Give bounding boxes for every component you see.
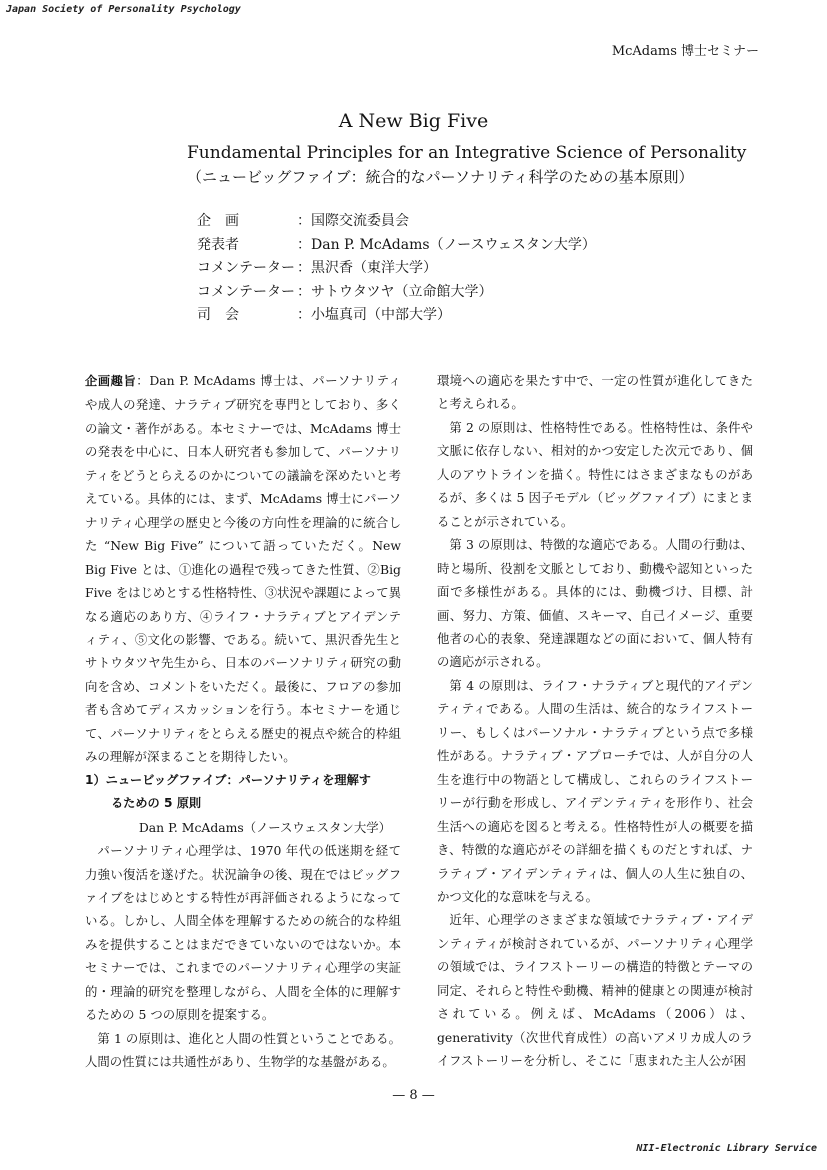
credit-role: 発表者	[197, 236, 239, 253]
credit-name: 国際交流委員会	[311, 213, 409, 229]
credit-name: 黒沢香（東洋大学）	[311, 260, 437, 276]
intro-paragraph	[85, 369, 401, 769]
credit-row	[197, 304, 596, 328]
society-header: Japan Society of Personality Psychology	[6, 4, 241, 15]
body-paragraph: 第 4 の原則は、ライフ・ナラティブと現代的アイデンティティである。人間の生活は、統合的なライフストーリー、もしくはパーソナル・ナラティブという点で多様性がある。ナラティブ・アプローチでは、人が自分の人生を進行中の物語として構成し、これらのライフストーリーが行動を形成し、アイデンティティを形作り、社会生活への適応を図ると考える。性格特性が人の概要を描き、特徴的な適応がその詳細を描くものだとすれば、ナラティブ・アイデンティティは、個人の人生に独自の、かつ文化的な意味を与える。	[437, 677, 753, 904]
page-number: — 8 —	[392, 1088, 435, 1103]
body-paragraph: 近年、心理学のさまざまな領域でナラティブ・アイデンティティが検討されているが、パーソナリティ心理学の領域では、ライフストーリーの構造的特徴とテーマの同定、それらと特性や動機、精神的健康との関連が検討されている。例えば、McAdams（2006）は、generativity（次世代育成性）の高いアメリカ成人のライフストーリーを分析し、そこに「恵まれた主人公が困	[437, 912, 753, 1069]
credit-role: 司 会	[197, 307, 239, 323]
body-paragraph: 第 2 の原則は、性格特性である。性格特性は、条件や文脈に依存しない、相対的かつ安定した次元であり、個人のアウトラインを描く。特性にはさまざまなものがあるが、多くは 5 因子モデル（ビッグファイブ）にまとまることが示されている。	[437, 419, 753, 529]
credit-name: 小塩真司（中部大学）	[311, 307, 451, 323]
credit-row	[197, 281, 596, 305]
body-paragraph: 第 1 の原則は、進化と人間の性質ということである。人間の性質には共通性があり、生物学的な基盤がある。	[85, 1030, 401, 1070]
credits-block	[197, 210, 596, 328]
credit-name: Dan P. McAdams（ノースウェスタン大学）	[311, 236, 596, 253]
section-heading-continued: るための 5 原則	[111, 796, 202, 811]
intro-text: ：Dan P. McAdams 博士は、パーソナリティや成人の発達、ナラティブ研究を専門としており、多くの論文・著作がある。本セミナーでは、McAdams 博士の発表を中心に、日本人研究者も参加して、パーソナリティをどうとらえるのかについての議論を深めたいと考えている。具体的には、まず、McAdams 博士にパーソナリティ心理学の歴史と今後の方向性を理論的に統合した “New Big Five” について語っていただく。New Big Five とは、①進化の過程で残ってきた性質、②Big Five をはじめとする性格特性、③状況や課題によって異なる適応のあり方、④ライフ・ナラティブとアイデンティティ、⑤文化の影響、である。続いて、黒沢香先生とサトウタツヤ先生から、日本のパーソナリティ研究の動向を含め、コメントをいただく。最後に、フロアの参加者も含めてディスカッションを行う。本セミナーを通じて、パーソナリティをとらえる歴史的視点や統合的枠組みの理解が深まることを期待したい。	[85, 373, 402, 765]
body-column-right	[437, 369, 753, 1073]
library-service-footer: NII-Electronic Library Service	[636, 1143, 817, 1154]
credit-row	[197, 257, 596, 281]
section-author: Dan P. McAdams（ノースウェスタン大学）	[138, 819, 391, 835]
body-paragraph: パーソナリティ心理学は、1970 年代の低迷期を経て力強い復活を遂げた。状況論争の後、現在ではビッグファイブをはじめとする特性が再評価されるようになっている。しかし、人間全体を理解するための統合的な枠組みを提供することはまだできていないのではないか。本セミナーでは、これまでのパーソナリティ心理学の実証的・理論的研究を整理しながら、人間を全体的に理解するための 5 つの原則を提案する。	[85, 843, 401, 1023]
credit-separator: ：	[297, 260, 311, 276]
credit-role: コメンテーター	[197, 260, 295, 276]
credit-separator: ：	[297, 307, 311, 323]
credit-row	[197, 210, 596, 234]
running-head: McAdams 博士セミナー	[611, 44, 759, 59]
credit-separator: ：	[297, 213, 311, 229]
credit-separator: ：	[297, 236, 311, 253]
intro-label: 企画趣旨	[85, 374, 137, 388]
body-column-left	[85, 369, 401, 1074]
credit-separator: ：	[297, 283, 311, 300]
section-heading: 1）ニュービッグファイブ：パーソナリティを理解す	[85, 772, 371, 787]
paper-subtitle: Fundamental Principles for an Integrative Science of Personality	[187, 143, 747, 163]
body-paragraph: 環境への適応を果たす中で、一定の性質が進化してきたと考えられる。	[437, 373, 753, 412]
credit-role: 企 画	[197, 213, 239, 229]
paper-subtitle-japanese: （ニュービッグファイブ：統合的なパーソナリティ科学のための基本原則）	[187, 168, 694, 186]
credit-role: コメンテーター	[197, 283, 295, 300]
body-paragraph: 第 3 の原則は、特徴的な適応である。人間の行動は、時と場所、役割を文脈としており、動機や認知といった面で多様性がある。具体的には、動機づけ、目標、計画、努力、方策、価値、スキーマ、自己イメージ、重要他者の心的表象、発達課題などの面において、個人特有の適応が示される。	[437, 537, 753, 670]
credit-name: サトウタツヤ（立命館大学）	[311, 283, 493, 300]
paper-title: A New Big Five	[338, 110, 489, 132]
credit-row	[197, 234, 596, 258]
